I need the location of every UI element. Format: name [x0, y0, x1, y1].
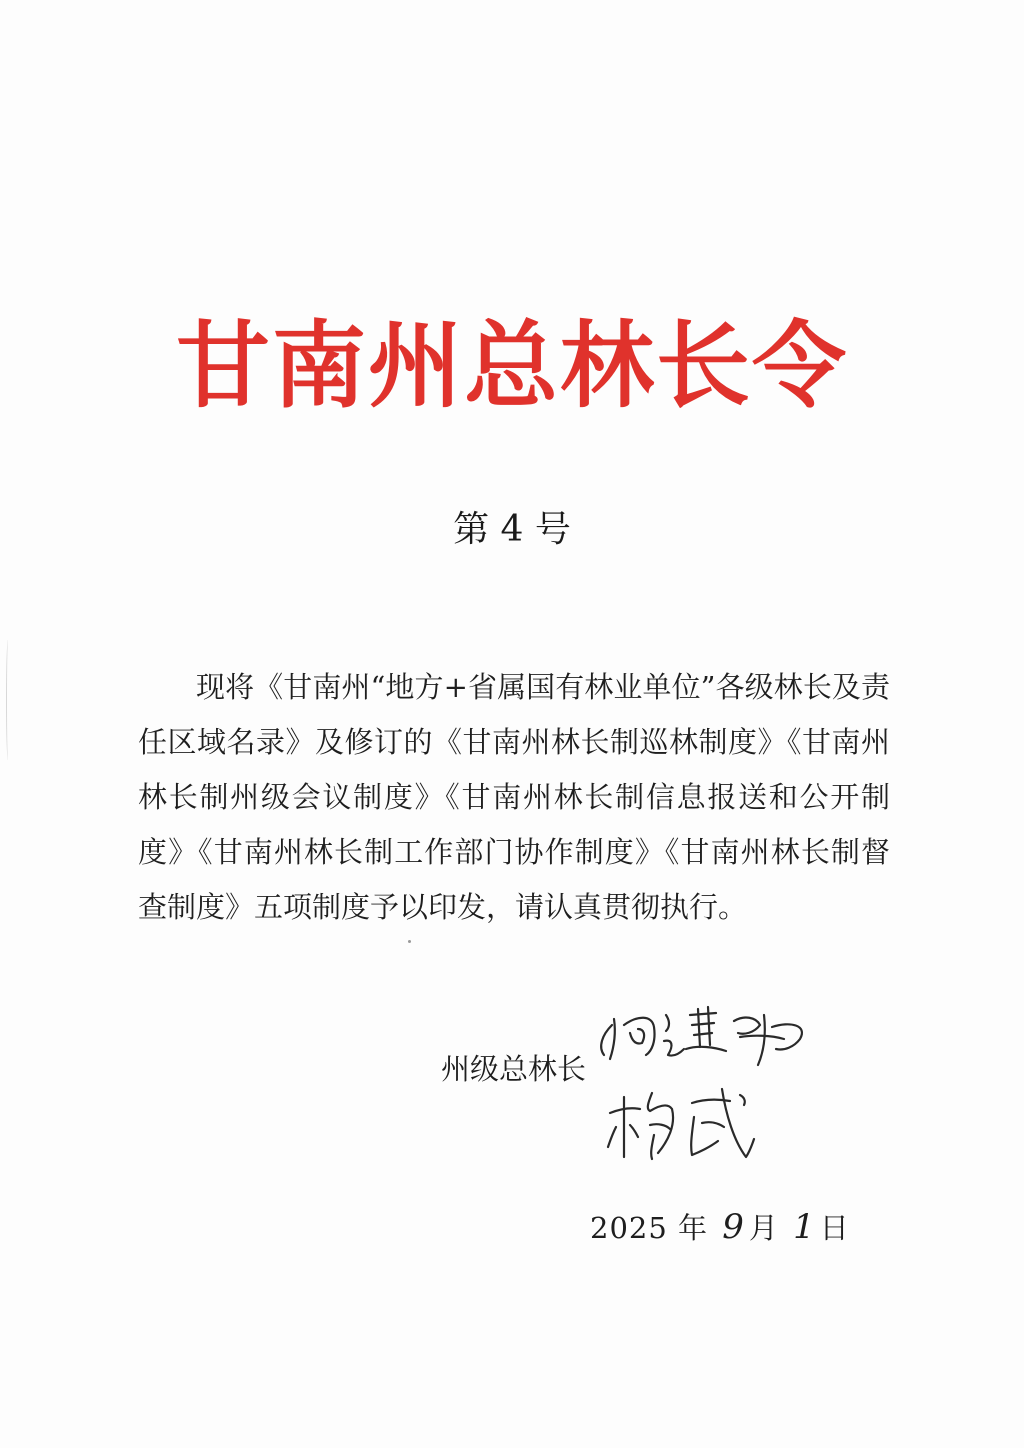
document-number: 第 4 号	[453, 509, 571, 550]
handwritten-signature	[594, 985, 834, 1175]
scan-speck	[408, 940, 411, 943]
scan-edge-mark	[6, 640, 10, 760]
date-day-unit: 日	[819, 1211, 850, 1245]
date-year: 2025	[590, 1211, 668, 1245]
date-month-unit: 月	[748, 1211, 779, 1245]
date-day-handwritten: 1	[793, 1207, 816, 1247]
document-date	[590, 1207, 850, 1248]
date-month-handwritten: 9	[722, 1207, 745, 1247]
document-title: 甘南州总林长令	[175, 311, 848, 421]
signer-label: 州级总林长	[441, 1052, 587, 1086]
date-year-unit: 年	[678, 1211, 709, 1245]
document-body: 现将《甘南州“地方+省属国有林业单位”各级林长及责任区域名录》及修订的《甘南州林长制巡林制度》《甘南州林长制州级会议制度》《甘南州林长制信息报送和公开制度》《甘南州林长制工作部门协作制度》《甘南州林长制督查制度》五项制度予以印发，请认真贯彻执行。	[138, 670, 890, 924]
